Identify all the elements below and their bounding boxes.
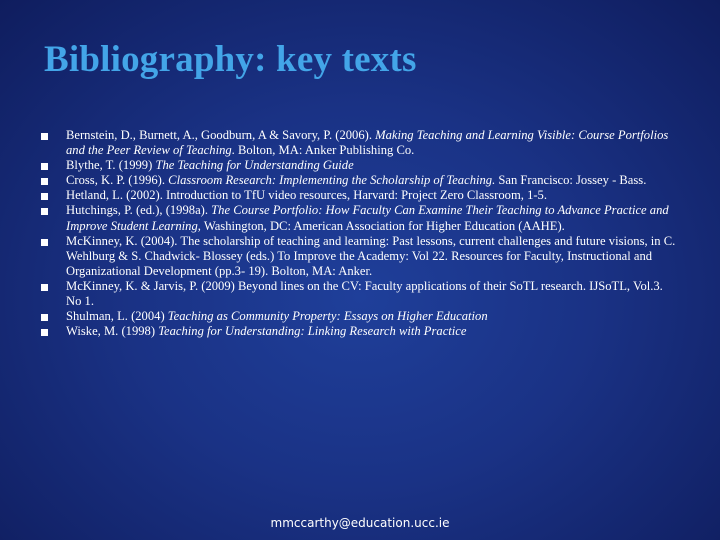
square-bullet-icon bbox=[41, 314, 48, 321]
square-bullet-icon bbox=[41, 163, 48, 170]
square-bullet-icon bbox=[41, 284, 48, 291]
reference-item bbox=[66, 279, 678, 309]
reference-text: Bernstein, D., Burnett, A., Goodburn, A & Savory, P. (2006). bbox=[66, 128, 376, 142]
reference-item bbox=[66, 203, 678, 233]
reference-text: San Francisco: Jossey - Bass. bbox=[495, 173, 647, 188]
square-bullet-icon bbox=[41, 193, 48, 200]
slide-title: Bibliography: key texts bbox=[44, 39, 417, 80]
reference-title: The Teaching for Understanding Guide bbox=[155, 158, 354, 173]
reference-title: The Course Portfolio: How Faculty Can Examine Their Teaching to Advance Practice and Improve Student Learning bbox=[66, 203, 669, 233]
reference-title: Teaching for Understanding: Linking Research with Practice bbox=[158, 324, 467, 339]
square-bullet-icon bbox=[41, 208, 48, 215]
reference-text: Shulman, L. (2004) bbox=[66, 309, 168, 324]
reference-item bbox=[66, 324, 678, 339]
reference-text: Hutchings, P. (ed.), (1998a). bbox=[66, 203, 212, 218]
square-bullet-icon bbox=[41, 329, 48, 336]
reference-item bbox=[66, 309, 678, 324]
reference-text: Wiske, M. (1998) bbox=[66, 324, 159, 339]
reference-item bbox=[66, 234, 678, 279]
reference-title: Classroom Research: Implementing the Scholarship of Teaching. bbox=[168, 173, 496, 188]
reference-item bbox=[66, 188, 678, 203]
reference-text: . Bolton, MA: Anker Publishing Co. bbox=[231, 143, 415, 158]
reference-text: Blythe, T. (1999) bbox=[66, 158, 156, 173]
square-bullet-icon bbox=[41, 239, 48, 246]
reference-text: , Washington, DC: American Association for Higher Education (AAHE). bbox=[197, 218, 565, 233]
square-bullet-icon bbox=[41, 178, 48, 185]
reference-title: Making Teaching and Learning Visible: Course Portfolios and the Peer Review of Teaching bbox=[66, 128, 669, 158]
reference-text: Cross, K. P. (1996). bbox=[66, 173, 169, 188]
reference-title: Teaching as Community Property: Essays on Higher Education bbox=[167, 309, 488, 324]
reference-text: McKinney, K. & Jarvis, P. (2009) Beyond lines on the CV: Faculty applications of their SoTL research. IJSoTL, Vol.3. No 1. bbox=[66, 278, 663, 309]
square-bullet-icon bbox=[41, 133, 48, 140]
reference-item bbox=[66, 158, 678, 173]
reference-item bbox=[66, 128, 678, 158]
bibliography-list bbox=[66, 128, 678, 339]
footer-email: mmccarthy@education.ucc.ie bbox=[270, 516, 450, 530]
reference-text: McKinney, K. (2004). The scholarship of teaching and learning: Past lessons, current challenges and future visions, in C. Wehlburg & S. Chadwick- Blossey (eds.) To Improve the Academy: Vol 22. Resources for Faculty, Instructional and Organizational Development (pp.3- 19). Bolton, MA: Anker. bbox=[66, 233, 676, 278]
reference-text: Hetland, L. (2002). Introduction to TfU video resources, Harvard: Project Zero Classroom, 1-5. bbox=[66, 188, 548, 203]
reference-item bbox=[66, 173, 678, 188]
